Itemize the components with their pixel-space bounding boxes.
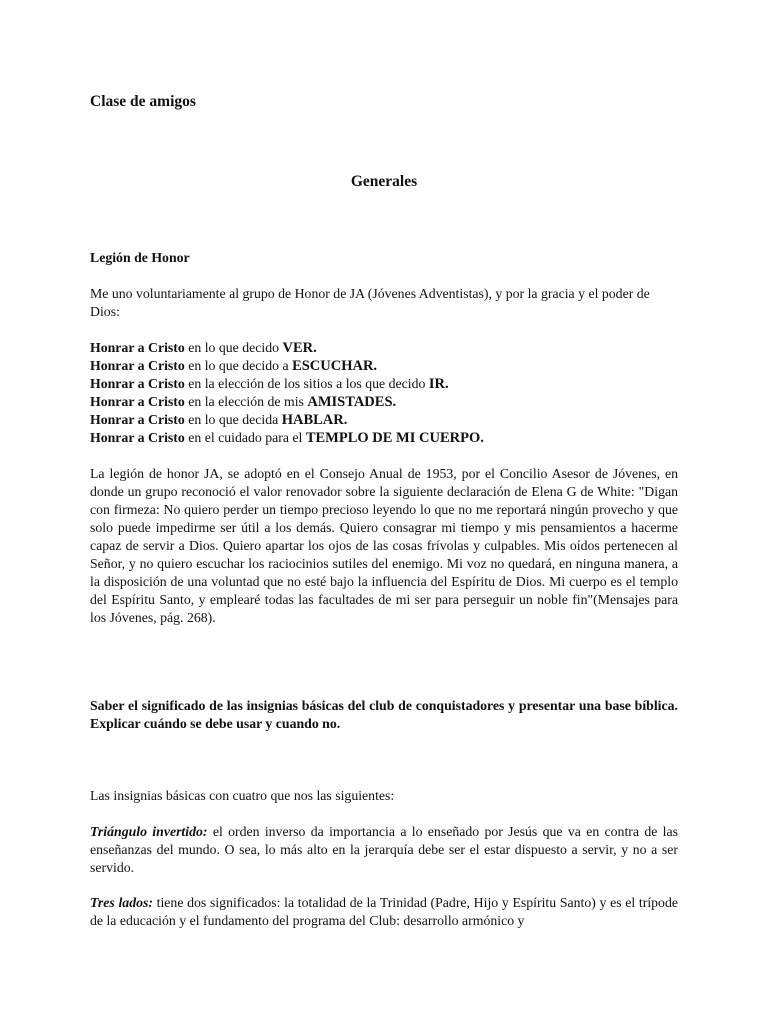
pledge-object: TEMPLO DE MI CUERPO. (305, 430, 484, 446)
three-sides-text: tiene dos significados: la totalidad de la Trinidad (Padre, Hijo y Espíritu Santo) y es el trípode de la educación y el fundamento del programa del Club: desarrollo armónico y (90, 895, 678, 928)
triangle-paragraph (90, 823, 678, 877)
pledge-text: en lo que decido (184, 340, 283, 355)
pledge-text: en la elección de los sitios a los que decido (184, 376, 429, 391)
document-title: Clase de amigos (90, 93, 196, 110)
task-heading: Saber el significado de las insignias básicas del club de conquistadores y presentar una base bíblica. Explicar cuándo se debe usar y cuando no. (90, 698, 678, 731)
section-heading: Generales (350, 173, 418, 190)
pledge-object: IR. (428, 376, 449, 392)
triangle-text: el orden inverso da importancia a lo enseñado por Jesús que va en contra de las enseñanzas del mundo. O sea, lo más alto en la jerarquía debe ser el estar dispuesto a servir, y no a ser servido. (90, 824, 678, 875)
insignias-intro: Las insignias básicas con cuatro que nos las siguientes: (90, 788, 395, 803)
pledge-verb: Honrar a Cristo (90, 430, 185, 445)
triangle-term: Triángulo invertido: (90, 824, 208, 839)
pledge-line (90, 357, 678, 375)
pledge-line (90, 339, 678, 357)
pledge-verb: Honrar a Cristo (90, 412, 185, 427)
pledge-text: en lo que decida (184, 412, 282, 427)
pledge-verb: Honrar a Cristo (90, 394, 185, 409)
three-sides-paragraph (90, 894, 678, 930)
legion-heading: Legión de Honor (90, 250, 190, 265)
three-sides-term: Tres lados: (90, 895, 153, 910)
pledge-object: VER. (282, 340, 317, 356)
history-paragraph: La legión de honor JA, se adoptó en el Consejo Anual de 1953, por el Concilio Asesor de Jóvenes, en donde un grupo reconoció el valor renovador sobre la siguiente declaración de Elena G de White: "Digan con firmeza: No quiero perder un tiempo precioso leyendo lo que no me reportará ningún provecho y que solo puede impedirme ser útil a los demás. Quiero consagrar mi tiempo y mis pensamientos a hacerme capaz de servir a Dios. Quiero apartar los ojos de las cosas frívolas y culpables. Mis oídos pertenecen al Señor, y no quiero escuchar los raciocinios sutiles del enemigo. Mi voz no quedará, en ninguna manera, a la disposición de una voluntad que no esté bajo la influencia del Espíritu de Dios. Mi cuerpo es el templo del Espíritu Santo, y emplearé todas las facultades de mi ser para perseguir un noble fin"(Mensajes para los Jóvenes, pág. 268). (90, 466, 678, 625)
pledge-line (90, 429, 678, 447)
pledge-list (90, 339, 678, 447)
intro-paragraph: Me uno voluntariamente al grupo de Honor de JA (Jóvenes Adventistas), y por la gracia y el poder de Dios: (90, 286, 650, 319)
pledge-verb: Honrar a Cristo (90, 340, 185, 355)
pledge-object: ESCUCHAR. (292, 358, 378, 374)
pledge-line (90, 393, 678, 411)
pledge-text: en lo que decido a (184, 358, 293, 373)
pledge-text: en la elección de mis (184, 394, 308, 409)
pledge-line (90, 375, 678, 393)
pledge-text: en el cuidado para el (184, 430, 306, 445)
pledge-verb: Honrar a Cristo (90, 376, 185, 391)
pledge-verb: Honrar a Cristo (90, 358, 185, 373)
pledge-line (90, 411, 678, 429)
pledge-object: HABLAR. (281, 412, 348, 428)
pledge-object: AMISTADES. (307, 394, 397, 410)
